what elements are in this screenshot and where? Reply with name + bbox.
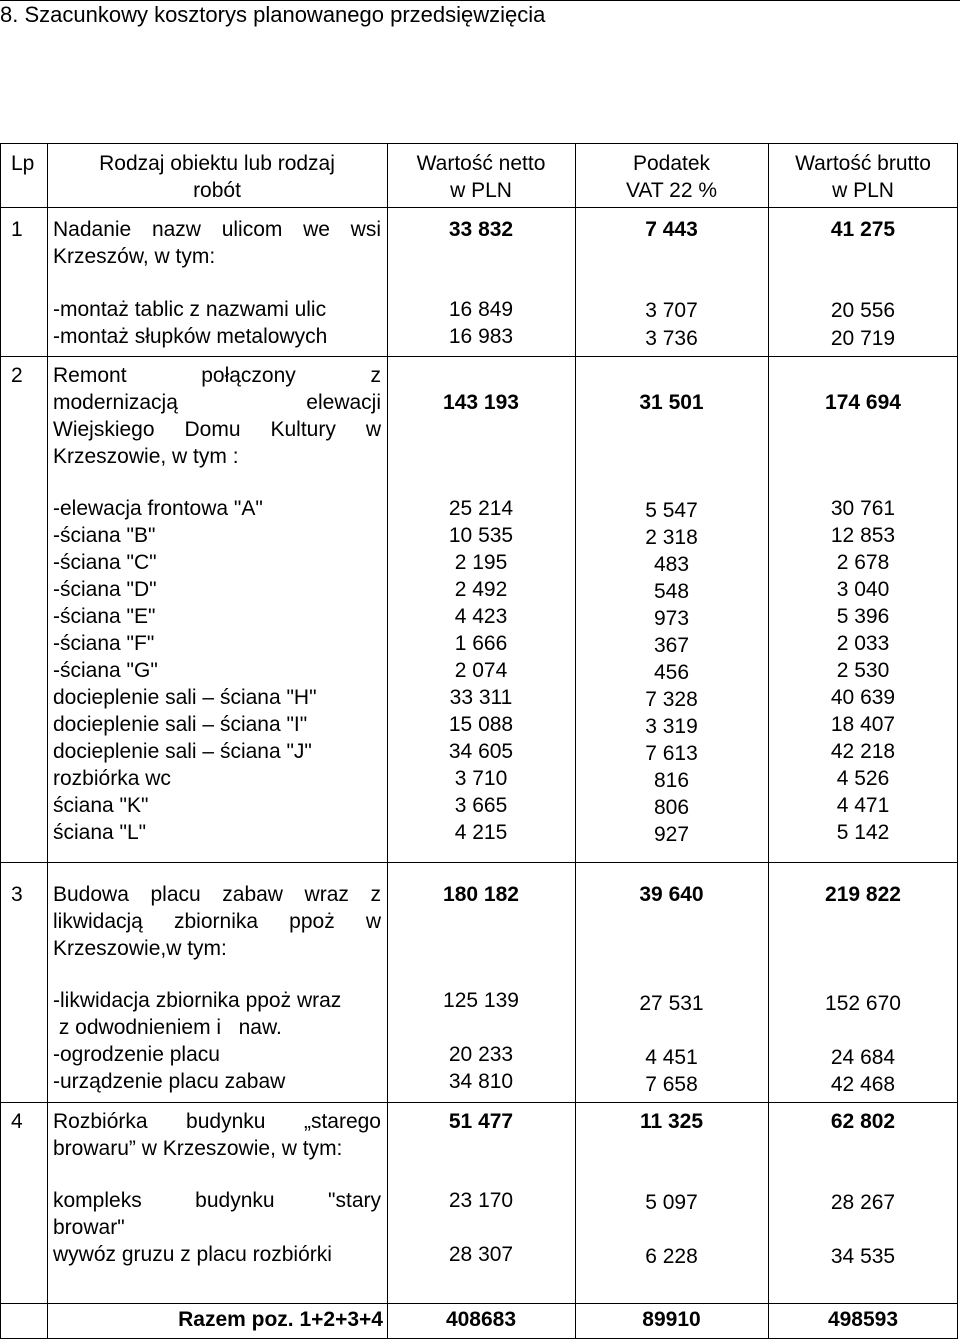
header-name-line: Rodzaj obiektu lub rodzaj	[99, 152, 335, 175]
item-name: -ściana "F"	[53, 632, 155, 655]
item-vat: 3 319	[645, 715, 698, 738]
col-divider	[47, 144, 48, 1338]
item-list-net	[387, 495, 575, 846]
item-gross: 5 396	[836, 605, 890, 628]
item-gross: 30 761	[830, 497, 896, 520]
item-net: 16 983	[448, 325, 514, 348]
section-lp: 1	[11, 218, 23, 241]
row-divider	[1, 356, 957, 357]
item-name: -urządzenie placu zabaw	[53, 1070, 286, 1093]
total-net: 408683	[445, 1308, 517, 1331]
item-net: 20 233	[448, 1043, 514, 1066]
header-net	[387, 150, 575, 204]
page-title: 8. Szacunkowy kosztorys planowanego przedsięwzięcia	[0, 2, 546, 27]
item-net: 23 170	[448, 1189, 514, 1212]
item-name-line: kompleks budynku "stary	[53, 1189, 381, 1212]
item-gross: 152 670	[825, 992, 901, 1015]
item-gross: 5 142	[836, 821, 890, 844]
item-net: 34 810	[448, 1070, 514, 1093]
total-gross: 498593	[827, 1308, 899, 1331]
item-vat: 7 658	[645, 1073, 698, 1096]
item-name-line: browar"	[53, 1216, 125, 1239]
item-gross: 40 639	[830, 686, 896, 709]
item-vat: 6 228	[645, 1245, 698, 1268]
item-net: 3 710	[454, 767, 508, 790]
item-name: docieplenie sali – ściana "J"	[53, 740, 312, 763]
header-net-line: Wartość netto	[416, 152, 546, 175]
section-vat: 7 443	[645, 218, 698, 241]
header-lp: Lp	[11, 152, 35, 175]
item-net: 33 311	[449, 686, 513, 709]
item-name: -ogrodzenie placu	[53, 1043, 220, 1066]
item-name: -ściana "G"	[53, 659, 158, 682]
header-net-line: w PLN	[450, 179, 512, 202]
header-name-line: robót	[193, 179, 241, 202]
section-lp: 2	[11, 364, 23, 387]
item-name	[53, 987, 341, 1041]
header-gross-line: w PLN	[832, 179, 894, 202]
section-vat: 31 501	[639, 391, 704, 414]
item-name: -ściana "D"	[53, 578, 157, 601]
item-gross: 3 040	[836, 578, 890, 601]
section-net: 143 193	[443, 391, 519, 414]
header-name	[47, 150, 387, 204]
item-gross: 4 471	[836, 794, 890, 817]
section-title-line: browaru” w Krzeszowie, w tym:	[53, 1137, 343, 1160]
item-net: 15 088	[448, 713, 514, 736]
section-title-line: modernizacją elewacji	[53, 391, 381, 414]
item-name: ściana "L"	[53, 821, 147, 844]
item-gross: 4 526	[836, 767, 890, 790]
item-net: 25 214	[448, 497, 514, 520]
item-vat: 2 318	[645, 526, 698, 549]
section-title-line: Budowa placu zabaw wraz z	[53, 883, 381, 906]
item-name: -ściana "B"	[53, 524, 156, 547]
section-net: 33 832	[448, 218, 514, 241]
cost-estimate-table	[0, 143, 958, 1339]
section-lp: 4	[11, 1110, 23, 1133]
item-vat: 973	[653, 607, 690, 630]
item-gross: 42 468	[830, 1073, 896, 1096]
item-gross: 20 719	[830, 327, 896, 350]
item-vat: 3 707	[645, 299, 698, 322]
item-gross: 24 684	[830, 1046, 896, 1069]
item-vat: 367	[653, 634, 690, 657]
section-title	[53, 362, 381, 470]
section-title-line: Krzeszowie,w tym:	[53, 937, 227, 960]
item-net: 2 195	[454, 551, 508, 574]
header-vat	[575, 150, 768, 204]
row-divider	[1, 862, 957, 863]
section-title-line: Nadanie nazw ulicom we wsi	[53, 218, 381, 241]
section-title-line: likwidacją zbiornika ppoż w	[53, 910, 381, 933]
total-vat: 89910	[642, 1308, 701, 1331]
item-vat: 7 613	[645, 742, 698, 765]
item-name-line: -likwidacja zbiornika ppoż wraz	[53, 989, 342, 1012]
item-gross: 42 218	[830, 740, 896, 763]
item-vat: 27 531	[639, 992, 704, 1015]
header-gross	[768, 150, 958, 204]
item-name: rozbiórka wc	[53, 767, 171, 790]
item-gross: 2 033	[836, 632, 890, 655]
item-vat: 927	[653, 823, 690, 846]
row-divider	[1, 207, 957, 208]
item-vat: 4 451	[645, 1046, 698, 1069]
section-title-line: Krzeszowie, w tym :	[53, 445, 239, 468]
item-name: -montaż tablic z nazwami ulic	[53, 298, 327, 321]
header-gross-line: Wartość brutto	[795, 152, 931, 175]
item-gross: 2 530	[836, 659, 890, 682]
item-name: wywóz gruzu z placu rozbiórki	[53, 1243, 332, 1266]
section-net: 180 182	[443, 883, 519, 906]
item-net: 1 666	[454, 632, 508, 655]
item-vat: 5 547	[645, 499, 698, 522]
item-net: 10 535	[448, 524, 514, 547]
item-name-line: z odwodnieniem i naw.	[53, 1016, 282, 1039]
section-gross: 174 694	[825, 391, 901, 414]
item-list-gross	[768, 495, 958, 846]
item-name: -ściana "E"	[53, 605, 156, 628]
item-list-vat	[575, 497, 768, 848]
item-net: 3 665	[454, 794, 508, 817]
item-net: 2 074	[454, 659, 508, 682]
item-vat: 3 736	[645, 327, 698, 350]
item-net: 2 492	[454, 578, 508, 601]
section-gross: 219 822	[825, 883, 901, 906]
item-net: 4 215	[454, 821, 508, 844]
top-rule	[0, 0, 960, 1]
item-gross: 20 556	[830, 299, 896, 322]
item-name	[53, 1187, 381, 1241]
section-title-line: Rozbiórka budynku „starego	[53, 1110, 381, 1133]
item-name: -ściana "C"	[53, 551, 157, 574]
item-vat: 816	[653, 769, 690, 792]
item-net: 28 307	[448, 1243, 514, 1266]
header-vat-line: Podatek	[632, 152, 711, 175]
item-gross: 2 678	[836, 551, 890, 574]
item-name: -montaż słupków metalowych	[53, 325, 328, 348]
item-gross: 18 407	[830, 713, 896, 736]
item-vat: 7 328	[645, 688, 698, 711]
item-name: ściana "K"	[53, 794, 149, 817]
section-title-line: Krzeszów, w tym:	[53, 245, 216, 268]
row-divider	[1, 1102, 957, 1103]
section-title	[53, 1108, 381, 1162]
item-vat: 5 097	[645, 1191, 698, 1214]
section-gross: 41 275	[830, 218, 896, 241]
item-vat: 456	[653, 661, 690, 684]
item-name: -elewacja frontowa "A"	[53, 497, 263, 520]
row-divider	[1, 1303, 957, 1304]
total-label: Razem poz. 1+2+3+4	[178, 1308, 383, 1331]
section-title-line: Remont połączony z	[53, 364, 381, 387]
section-gross: 62 802	[830, 1110, 896, 1133]
item-gross: 12 853	[830, 524, 896, 547]
section-title-line: Wiejskiego Domu Kultury w	[53, 418, 381, 441]
item-list-names	[53, 495, 317, 846]
section-net: 51 477	[448, 1110, 514, 1133]
item-net: 16 849	[448, 298, 514, 321]
section-title	[53, 216, 381, 270]
item-net: 125 139	[443, 989, 519, 1012]
section-title	[53, 881, 381, 962]
item-vat: 806	[653, 796, 690, 819]
item-net: 4 423	[454, 605, 508, 628]
item-gross: 28 267	[830, 1191, 896, 1214]
section-vat: 11 325	[639, 1110, 704, 1133]
item-name: docieplenie sali – ściana "I"	[53, 713, 308, 736]
item-vat: 548	[653, 580, 690, 603]
item-gross: 34 535	[830, 1245, 896, 1268]
section-vat: 39 640	[639, 883, 704, 906]
item-net: 34 605	[448, 740, 514, 763]
item-name: docieplenie sali – ściana "H"	[53, 686, 317, 709]
section-lp: 3	[11, 883, 23, 906]
header-vat-line: VAT 22 %	[625, 179, 718, 202]
item-vat: 483	[653, 553, 690, 576]
